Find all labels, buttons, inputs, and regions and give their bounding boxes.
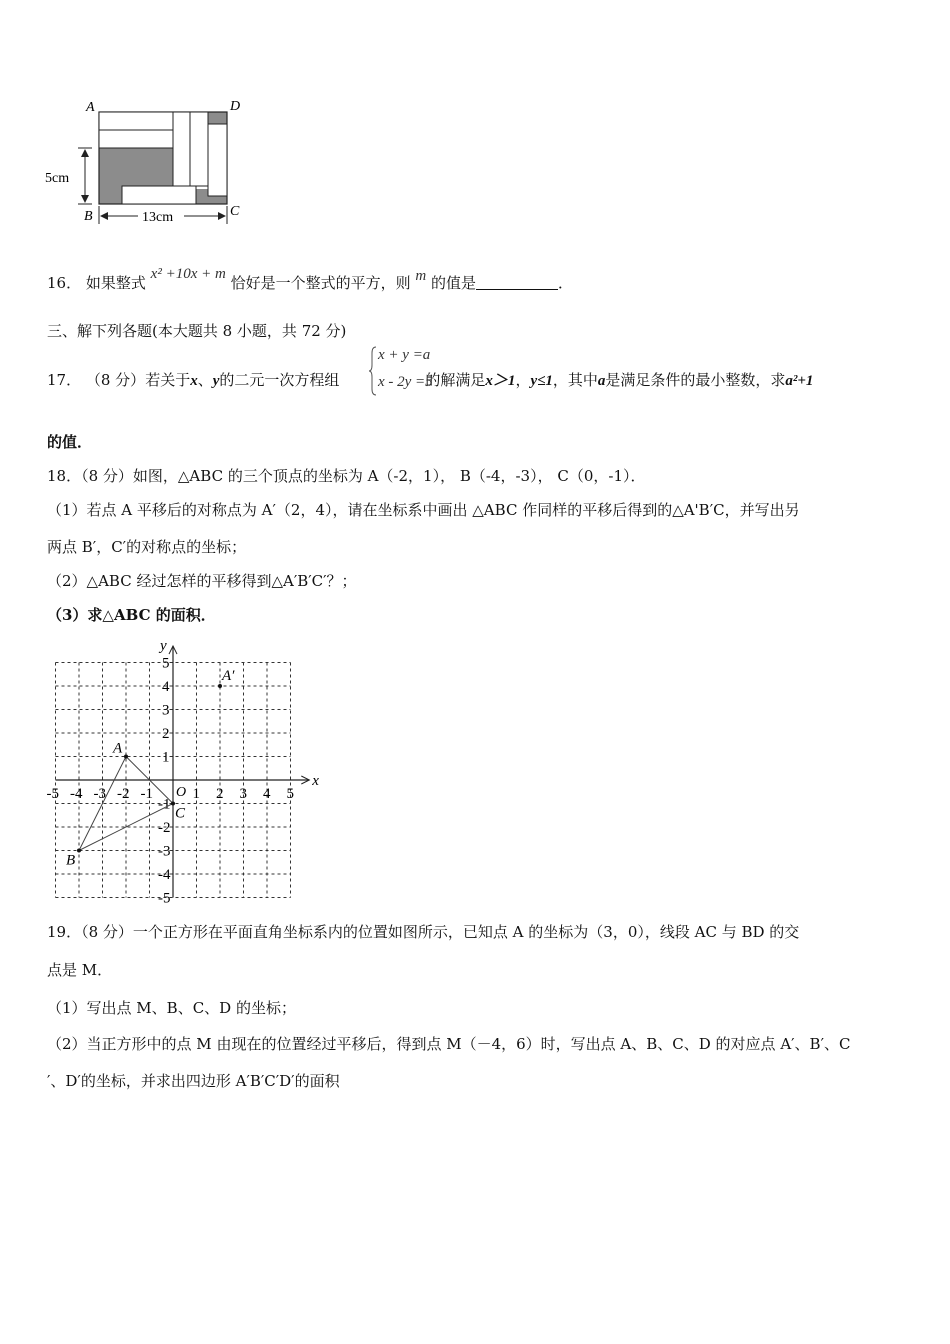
q17-cond2: y≤1 (530, 373, 553, 389)
q16-expression: x² +10x + m (150, 266, 226, 282)
q18-part1-line2: 两点 B′，C′的对称点的坐标； (47, 538, 247, 556)
q17-sep: 、 (197, 371, 213, 389)
q17-eq1: x + y =a (378, 347, 431, 363)
y-axis-label: y (160, 638, 167, 655)
y-tick-label: -5 (158, 890, 171, 907)
q16-suffix: 的值是 (431, 274, 477, 292)
q16-end: ． (558, 274, 574, 292)
q17-equation-system (368, 345, 458, 397)
x-tick-label: 4 (263, 786, 271, 802)
strip-4 (190, 112, 208, 186)
y-tick-label: -1 (158, 796, 171, 813)
x-tick-label: 3 (239, 786, 247, 802)
y-tick-label: 4 (162, 679, 170, 695)
q17-y: y (212, 373, 220, 389)
q16-mid: 恰好是一个整式的平方，则 (230, 274, 411, 292)
height-arrowhead-bottom (81, 195, 89, 203)
label-A: A (86, 100, 95, 115)
strip-3 (173, 112, 190, 186)
point-A-label: A (113, 740, 123, 757)
q16-var: m (415, 268, 427, 284)
q16-number: 16． (47, 274, 82, 292)
q17-text5: 是满足条件的最小整数，求 (605, 371, 786, 389)
x-axis-label: x (312, 773, 319, 789)
q17-text3: 的解满足 (425, 371, 486, 389)
x-tick-label: 2 (216, 786, 224, 802)
q19-line2: 点是 M． (47, 961, 113, 979)
y-tick-label: -2 (158, 820, 171, 836)
q19-part2-line2: ′、D′的坐标，并求出四边形 A′B′C′D′的面积 (47, 1072, 340, 1090)
label-C: C (230, 204, 240, 219)
height-arrowhead-top (81, 149, 89, 157)
strip-5 (208, 124, 227, 196)
y-tick-label: 2 (162, 726, 170, 742)
x-tick-label: 5 (286, 786, 294, 802)
q18-intro: 18．（8 分）如图，△ABC 的三个顶点的坐标为 A（-2，1）， B（-4，-3）， C（0，-1）． (47, 467, 646, 485)
q17-eq2: x - 2y =5 (378, 374, 433, 390)
q17-score: （8 分） (85, 371, 146, 389)
strip-1 (99, 112, 173, 130)
strip-6 (122, 186, 196, 204)
point-C-label: C (175, 805, 186, 822)
label-D: D (230, 99, 241, 114)
y-tick-label: -4 (158, 867, 171, 883)
point-A-prime (218, 684, 222, 688)
x-tick-label: -3 (93, 786, 106, 802)
q18-part2: （2）△ABC 经过怎样的平移得到△A′B′C′？； (47, 572, 357, 590)
x-tick-label: -2 (117, 786, 130, 802)
q17-text2: 的二元一次方程组 (219, 371, 340, 389)
q17-line2: 的值． (47, 433, 93, 451)
q17-a: a (597, 373, 606, 389)
height-label: 5cm (45, 171, 70, 186)
x-tick-label: -5 (46, 786, 59, 802)
q17-expr: a²+1 (785, 373, 814, 389)
x-tick-label: 1 (192, 786, 200, 802)
q19-part2-line1: （2）当正方形中的点 M 由现在的位置经过平移后，得到点 M（－4，6）时，写出点 A、B、C、D 的对应点 A′、B′、C (47, 1035, 851, 1053)
q17-cond1: x＞1 (485, 373, 516, 389)
origin-label: O (176, 785, 187, 800)
q19-line1: 19．（8 分）一个正方形在平面直角坐标系内的位置如图所示，已知点 A 的坐标为（3，0），线段 AC 与 BD 的交 (47, 923, 800, 941)
width-arrowhead-left (100, 212, 108, 220)
q18-part1-line1: （1）若点 A 平移后的对称点为 A′（2，4），请在坐标系中画出 △ABC 作同样的平移后得到的△A'B′C，并写出另 (47, 501, 800, 519)
y-tick-label: -3 (158, 843, 171, 860)
q16-answer-blank[interactable] (476, 275, 558, 290)
question-16 (47, 266, 574, 294)
shaded-top-right (208, 112, 227, 124)
label-B: B (84, 209, 93, 224)
width-arrowhead-right (218, 212, 226, 220)
q17-text1: 若关于 (145, 371, 191, 389)
y-tick-label: 3 (162, 702, 170, 719)
rectangle-figure (40, 95, 260, 235)
point-A-prime-label: A′ (222, 668, 235, 684)
brace (368, 345, 378, 397)
strip-2 (99, 130, 173, 148)
point-B (77, 849, 81, 853)
q19-part1: （1）写出点 M、B、C、D 的坐标； (47, 999, 296, 1017)
q17-comma: ， (515, 371, 531, 389)
x-tick-label: -4 (70, 786, 83, 802)
x-tick-label: -1 (140, 786, 153, 802)
coordinate-graph (45, 633, 330, 908)
q17-x: x (190, 373, 198, 389)
q17-text4: ，其中 (552, 371, 598, 389)
point-A (124, 755, 128, 759)
section-3-title: 三、解下列各题(本大题共 8 小题，共 72 分) (47, 322, 347, 340)
y-tick-label: 1 (162, 749, 170, 766)
q18-part3: （3）求△ABC 的面积． (47, 606, 216, 624)
y-tick-label: 5 (162, 655, 170, 672)
point-B-label: B (66, 852, 76, 869)
q17-number: 17． (47, 371, 82, 389)
q16-prefix: 如果整式 (85, 274, 146, 292)
width-label: 13cm (142, 210, 174, 225)
